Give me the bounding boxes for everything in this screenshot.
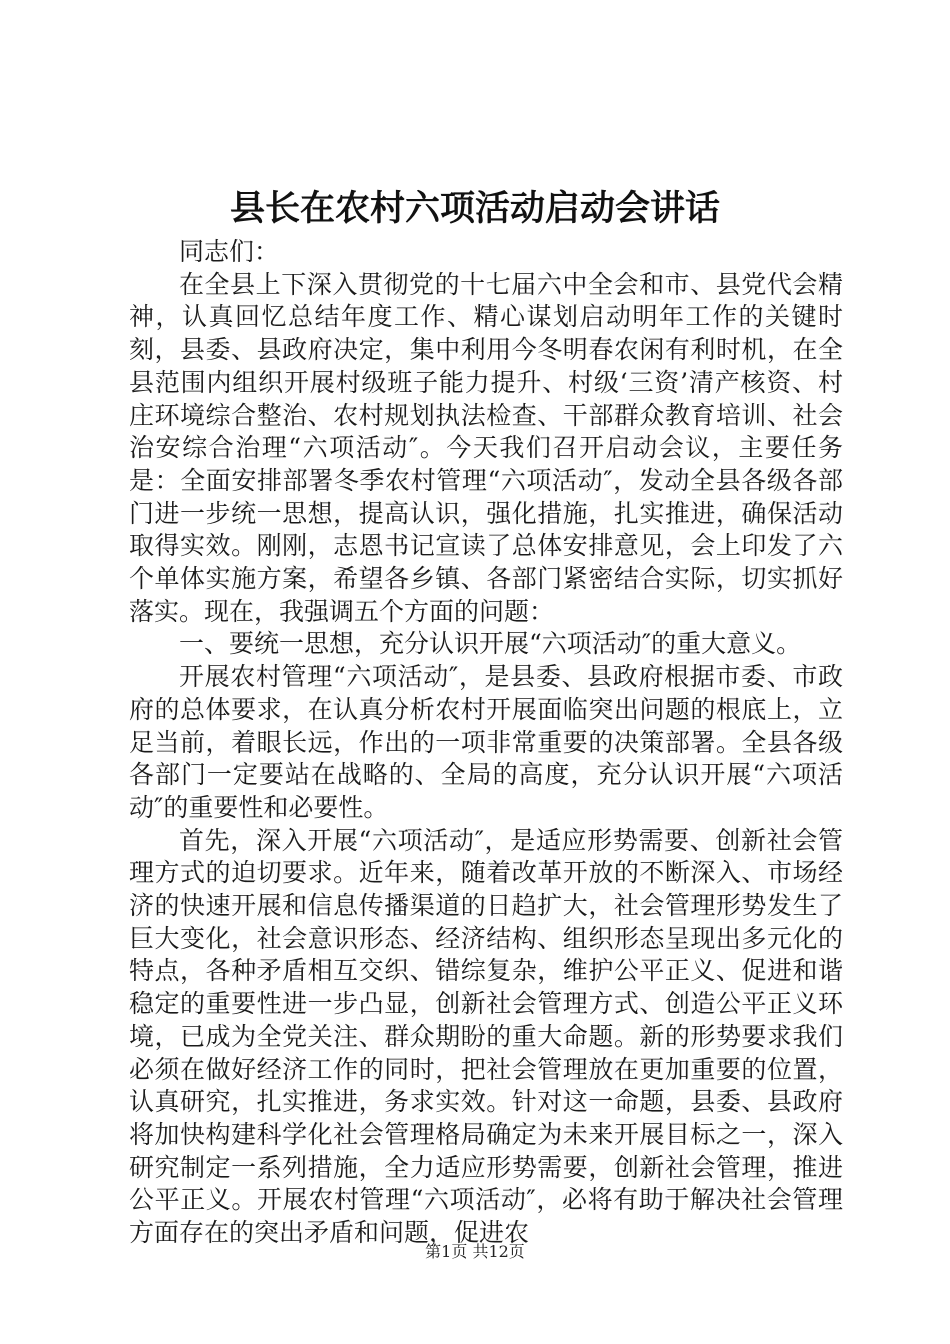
paragraph-intro: 在全县上下深入贯彻党的十七届六中全会和市、县党代会精神，认真回忆总结年度工作、精心谋划启动明年工作的关键时刻，县委、县政府决定，集中利用今冬明春农闲有利时机，在全县范围内组织开展村级班子能力提升、村级‘三资’清产核资、村庄环境综合整治、农村规划执法检查、干部群众教育培训、社会治安综合治理“六项活动″。今天我们召开启动会议，主要任务是：全面安排部署冬季农村管理“六项活动″，发动全县各级各部门进一步统一思想，提高认识，强化措施，扎实推进，确保活动取得实效。刚刚，志恩书记宣读了总体安排意见，会上印发了六个单体实施方案，希望各乡镇、各部门紧密结合实际，切实抓好落实。现在，我强调五个方面的问题： bbox=[129, 269, 843, 626]
section-heading-1: 一、要统一思想，充分认识开展“六项活动″的重大意义。 bbox=[179, 629, 802, 659]
paragraph-section-1-overview: 开展农村管理“六项活动″，是县委、县政府根据市委、市政府的总体要求，在认真分析农村开展面临突出问题的根底上，立足当前，着眼长远，作出的一项非常重要的决策部署。全县各级各部门一定要站在战略的、全局的高度，充分认识开展“六项活动″的重要性和必要性。 bbox=[129, 662, 843, 822]
document-body bbox=[129, 236, 843, 1250]
page-footer: 第1页 共12页 bbox=[425, 1242, 525, 1261]
paragraph-salutation: 同志们： bbox=[179, 237, 280, 266]
paragraph-section-1-first: 首先，深入开展“六项活动″，是适应形势需要、创新社会管理方式的迫切要求。近年来，随着改革开放的不断深入、市场经济的快速开展和信息传播渠道的日趋扩大，社会管理形势发生了巨大变化，社会意识形态、经济结构、组织形态呈现出多元化的特点，各种矛盾相互交织、错综复杂，维护公平正义、促进和谐稳定的重要性进一步凸显，创新社会管理方式、创造公平正义环境，已成为全党关注、群众期盼的重大命题。新的形势要求我们必须在做好经济工作的同时，把社会管理放在更加重要的位置，认真研究，扎实推进，务求实效。针对这一命题，县委、县政府将加快构建科学化社会管理格局确定为未来开展目标之一，深入研究制定一系列措施，全力适应形势需要，创新社会管理，推进公平正义。开展农村管理“六项活动″，必将有助于解决社会管理方面存在的突出矛盾和问题，促进农 bbox=[129, 825, 843, 1248]
document-title: 县长在农村六项活动启动会讲话 bbox=[229, 188, 720, 229]
